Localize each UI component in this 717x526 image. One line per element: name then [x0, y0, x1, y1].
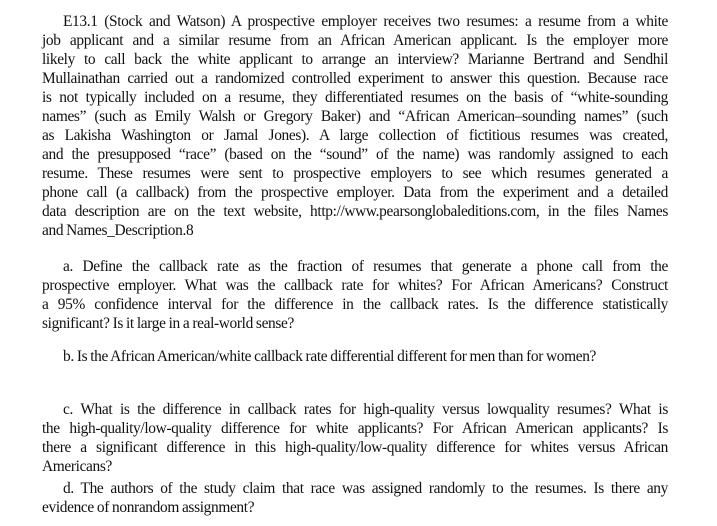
text-line: the high-quality/low-quality difference for white applicants? For African American applicants? Is	[42, 420, 668, 437]
text-line: job applicant and a similar resume from an African American applicant. Is the employer more	[42, 32, 668, 49]
text-line: E13.1 (Stock and Watson) A prospective employer receives two resumes: a resume from a white	[63, 13, 668, 30]
text-line: and Names_Description.8	[42, 222, 194, 239]
text-line: resume. These resumes were sent to prospective employers to see which resumes generated a	[42, 165, 668, 182]
text-line: prospective employer. What was the callback rate for whites? For African Americans? Construct	[42, 277, 668, 294]
text-line: d. The authors of the study claim that race was assigned randomly to the resumes. Is there any	[63, 480, 668, 497]
text-line: evidence of nonrandom assignment?	[42, 499, 255, 516]
text-line: there a significant difference in this high-quality/low-quality difference for whites versus African	[42, 439, 668, 456]
part-b	[42, 347, 668, 366]
text-line: Americans?	[42, 458, 112, 475]
text-line: names” (such as Emily Walsh or Gregory Baker) and “African American–sounding names” (such	[42, 108, 668, 125]
text-line: a. Define the callback rate as the fraction of resumes that generate a phone call from the	[63, 258, 668, 275]
text-line: is not typically included on a resume, they differentiated resumes on the basis of “white-sounding	[42, 89, 668, 106]
problem-statement	[42, 12, 668, 240]
text-line: data description are on the text website, http://www.pearsonglobaleditions.com, in the files Names	[42, 203, 668, 220]
text-line: likely to call back the white applicant to arrange an interview? Marianne Bertrand and Sendhil	[42, 51, 668, 68]
text-line: c. What is the difference in callback rates for high-quality versus lowquality resumes? What is	[63, 401, 668, 418]
part-a	[42, 257, 668, 333]
text-line: and the presupposed “race” (based on the “sound” of the name) was randomly assigned to each	[42, 146, 668, 163]
text-line: phone call (a callback) from the prospective employer. Data from the experiment and a detailed	[42, 184, 668, 201]
text-line: Mullainathan carried out a randomized controlled experiment to answer this question. Because race	[42, 70, 668, 87]
text-line: a 95% confidence interval for the difference in the callback rates. Is the difference statistically	[42, 296, 668, 313]
part-d	[42, 479, 668, 517]
text-line: as Lakisha Washington or Jamal Jones). A large collection of fictitious resumes was created,	[42, 127, 668, 144]
text-line: significant? Is it large in a real-world sense?	[42, 315, 294, 332]
part-c	[42, 400, 668, 476]
text-line: b. Is the African American/white callback rate differential different for men than for women?	[63, 348, 597, 365]
